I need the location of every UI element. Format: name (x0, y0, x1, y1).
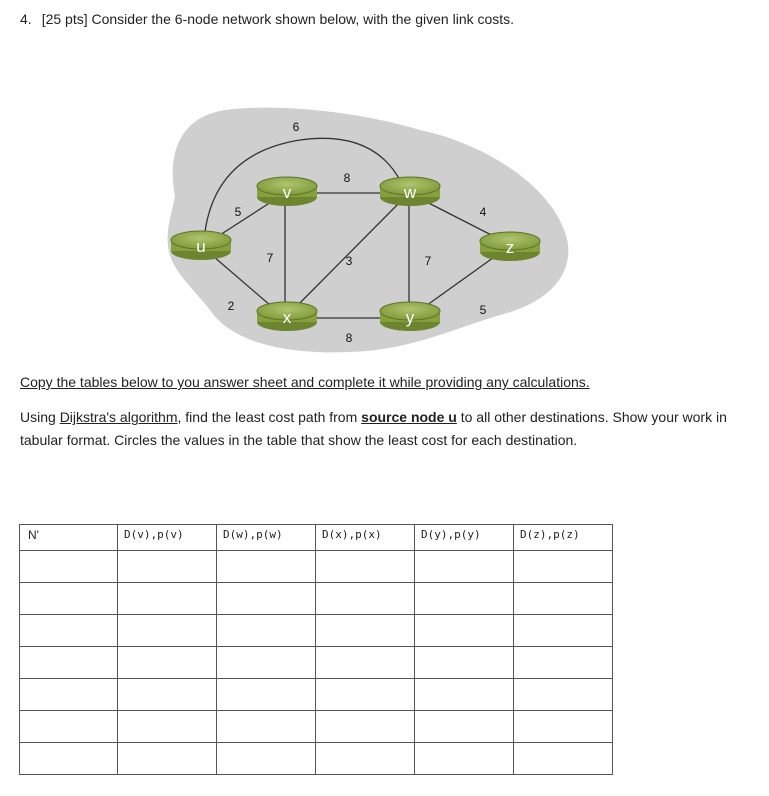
table-cell[interactable] (20, 647, 118, 679)
table-cell[interactable] (415, 743, 514, 775)
table-cell[interactable] (20, 743, 118, 775)
node-v (257, 177, 317, 206)
cost-v-w: 8 (343, 171, 351, 185)
table-cell[interactable] (118, 679, 217, 711)
table-cell[interactable] (217, 743, 316, 775)
table-row (20, 743, 613, 775)
para-part-3: to all other destinations. Show your work in tabular format. Circles the values in the table that show the least cost for each destination. (20, 409, 727, 448)
node-v-label: v (282, 183, 292, 202)
header-dx: D(x),p(x) (316, 525, 415, 551)
table-row (20, 647, 613, 679)
node-z (480, 232, 540, 261)
dijkstra-table (19, 524, 613, 775)
table-cell[interactable] (316, 615, 415, 647)
node-y-label: y (405, 308, 415, 327)
question-text: [25 pts] Consider the 6-node network shown below, with the given link costs. (41, 11, 515, 27)
table-cell[interactable] (415, 615, 514, 647)
table-cell[interactable] (316, 583, 415, 615)
table-cell[interactable] (316, 551, 415, 583)
table-cell[interactable] (118, 743, 217, 775)
cost-u-v: 5 (234, 205, 242, 219)
table-cell[interactable] (415, 711, 514, 743)
table-cell[interactable] (118, 583, 217, 615)
header-dy: D(y),p(y) (415, 525, 514, 551)
question-number: 4. (20, 11, 32, 27)
cost-w-y: 7 (424, 254, 432, 268)
table-cell[interactable] (20, 679, 118, 711)
table-cell[interactable] (514, 647, 613, 679)
table-cell[interactable] (217, 679, 316, 711)
table-row (20, 551, 613, 583)
header-dv: D(v),p(v) (118, 525, 217, 551)
table-cell[interactable] (217, 583, 316, 615)
network-diagram (0, 0, 769, 370)
table-cell[interactable] (415, 647, 514, 679)
para-part-1: Using (20, 409, 60, 425)
table-cell[interactable] (217, 711, 316, 743)
cost-v-x: 7 (266, 251, 274, 265)
node-w (380, 177, 440, 206)
table-cell[interactable] (20, 711, 118, 743)
table-cell[interactable] (20, 583, 118, 615)
node-x (257, 302, 317, 331)
table-cell[interactable] (217, 551, 316, 583)
table-cell[interactable] (316, 711, 415, 743)
table-cell[interactable] (514, 551, 613, 583)
table-cell[interactable] (217, 647, 316, 679)
table-row (20, 679, 613, 711)
node-x-label: x (282, 308, 292, 327)
table-cell[interactable] (316, 647, 415, 679)
table-header-row (20, 525, 613, 551)
source-node: source node u (361, 409, 457, 425)
table-cell[interactable] (415, 583, 514, 615)
node-z-label: z (505, 238, 515, 257)
node-u-label: u (196, 237, 206, 256)
table-cell[interactable] (514, 743, 613, 775)
table-cell[interactable] (316, 743, 415, 775)
table-cell[interactable] (20, 551, 118, 583)
table-row (20, 711, 613, 743)
table-cell[interactable] (514, 711, 613, 743)
node-y (380, 302, 440, 331)
table-cell[interactable] (415, 551, 514, 583)
task-paragraph (20, 406, 750, 452)
para-part-2: , find the least cost path from (177, 409, 362, 425)
table-cell[interactable] (316, 679, 415, 711)
table-cell[interactable] (514, 615, 613, 647)
algorithm-name: Dijkstra's algorithm (59, 409, 178, 425)
table-row (20, 615, 613, 647)
table-cell[interactable] (118, 711, 217, 743)
table-cell[interactable] (118, 647, 217, 679)
cost-w-x: 3 (345, 254, 353, 268)
table-cell[interactable] (514, 583, 613, 615)
table-cell[interactable] (20, 615, 118, 647)
cost-y-z: 5 (479, 303, 487, 317)
table-cell[interactable] (118, 551, 217, 583)
table-cell[interactable] (118, 615, 217, 647)
node-w-label: w (403, 183, 417, 202)
cost-u-x: 2 (227, 299, 235, 313)
table-cell[interactable] (217, 615, 316, 647)
table-cell[interactable] (415, 679, 514, 711)
cost-u-w: 6 (292, 120, 300, 134)
instruction-text: Copy the tables below to you answer sheet and complete it while providing any calculations. (20, 374, 590, 390)
cost-x-y: 8 (345, 331, 353, 345)
header-dw: D(w),p(w) (217, 525, 316, 551)
header-dz: D(z),p(z) (514, 525, 613, 551)
table-row (20, 583, 613, 615)
header-n-prime: N' (20, 525, 118, 551)
table-cell[interactable] (514, 679, 613, 711)
node-u (171, 231, 231, 260)
cost-w-z: 4 (479, 205, 487, 219)
